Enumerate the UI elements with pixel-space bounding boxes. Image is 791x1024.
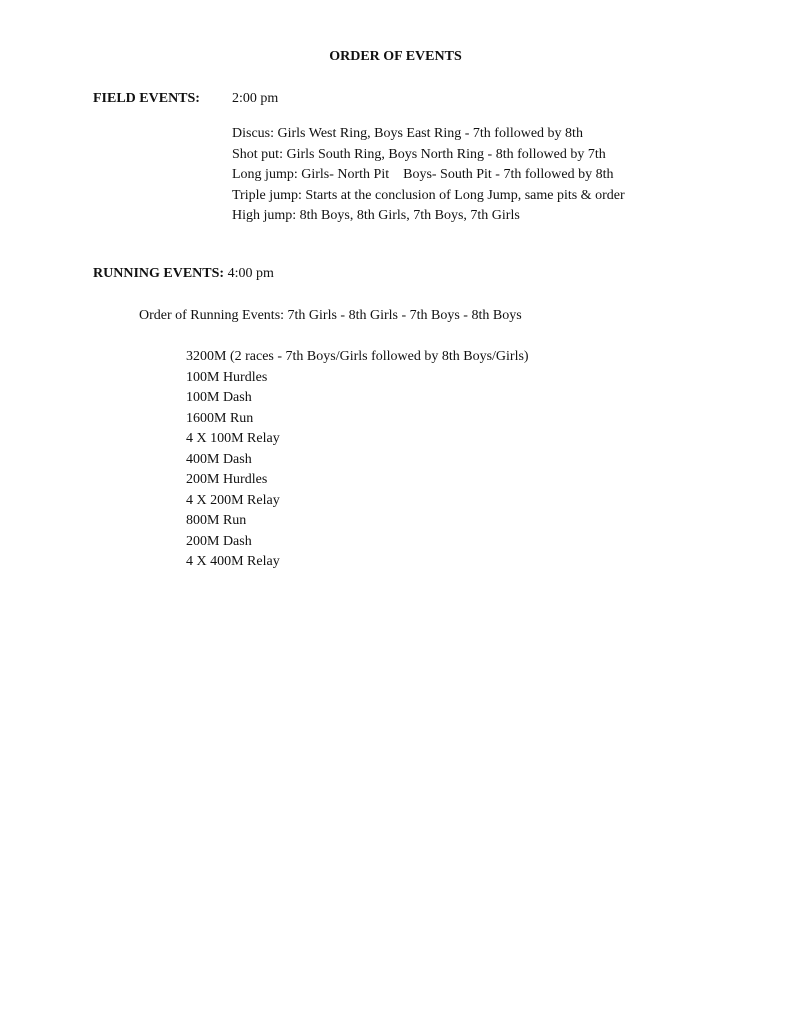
running-order-line: Order of Running Events: 7th Girls - 8th Girls - 7th Boys - 8th Boys xyxy=(139,308,522,323)
running-event-item: 200M Hurdles xyxy=(186,472,268,487)
field-event-item: Discus: Girls West Ring, Boys East Ring - 7th followed by 8th xyxy=(232,126,583,141)
running-event-item: 3200M (2 races - 7th Boys/Girls followed by 8th Boys/Girls) xyxy=(186,349,529,364)
running-event-item: 4 X 400M Relay xyxy=(186,554,280,569)
running-events-heading: RUNNING EVENTS: xyxy=(93,266,225,281)
field-event-item: High jump: 8th Boys, 8th Girls, 7th Boys, 7th Girls xyxy=(232,208,520,223)
field-event-item: Long jump: Girls- North Pit Boys- South Pit - 7th followed by 8th xyxy=(232,167,614,182)
running-events-time: 4:00 pm xyxy=(227,266,274,281)
field-events-time: 2:00 pm xyxy=(232,91,279,106)
running-events-line xyxy=(93,264,274,285)
field-events-list xyxy=(232,124,625,227)
field-event-item: Shot put: Girls South Ring, Boys North Ring - 8th followed by 7th xyxy=(232,146,606,162)
running-event-item: 100M Hurdles xyxy=(186,369,268,385)
running-event-item: 1600M Run xyxy=(186,410,254,426)
running-event-item: 800M Run xyxy=(186,513,247,528)
running-event-item: 100M Dash xyxy=(186,390,252,405)
running-event-item: 200M Dash xyxy=(186,533,252,549)
running-event-item: 400M Dash xyxy=(186,451,252,467)
field-event-item: Triple jump: Starts at the conclusion of Long Jump, same pits & order xyxy=(232,187,625,203)
page-title: ORDER OF EVENTS xyxy=(329,49,462,64)
running-event-item: 4 X 100M Relay xyxy=(186,431,280,446)
running-event-item: 4 X 200M Relay xyxy=(186,492,280,508)
field-events-heading: FIELD EVENTS: xyxy=(93,91,200,106)
running-events-list xyxy=(186,347,529,573)
